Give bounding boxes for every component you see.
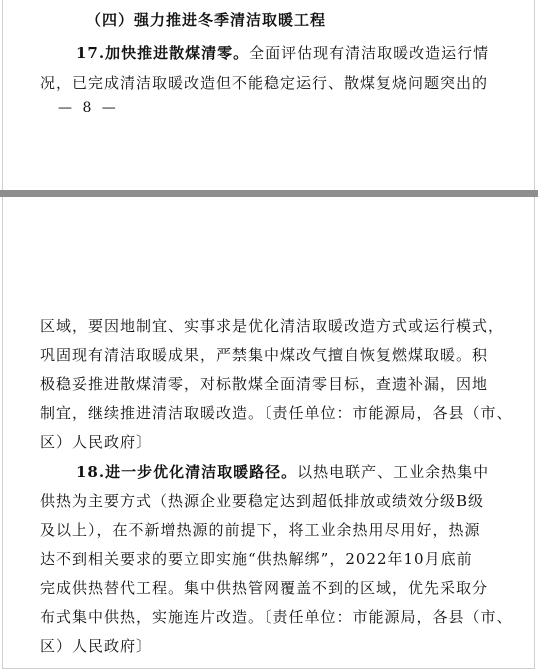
item-18-line-6: 布式集中供热，实施连片改造。〔责任单位：市能源局，各县（市、 bbox=[40, 608, 513, 626]
section-heading: （四）强力推进冬季清洁取暖工程 bbox=[86, 11, 327, 29]
item-18-first-line bbox=[76, 463, 489, 481]
item-18-line-2: 供热为主要方式（热源企业要稳定达到超低排放或绩效分级B级 bbox=[40, 492, 485, 510]
page-break-divider bbox=[0, 190, 538, 197]
item-17-text: 全面评估现有清洁取暖改造运行情 bbox=[249, 44, 490, 62]
item-18-line-7: 区）人民政府〕 bbox=[40, 637, 153, 655]
page-number: — 8 — bbox=[58, 100, 119, 116]
item-18-line-3: 及以上），在不新增热源的前提下，将工业余热用尽用好，热源 bbox=[40, 521, 481, 539]
item-17-cont-line-2: 巩固现有清洁取暖成果，严禁集中煤改气擅自恢复燃煤取暖。积 bbox=[40, 346, 489, 364]
item-17-cont-line-1: 区域，要因地制宜、实事求是优化清洁取暖改造方式或运行模式， bbox=[40, 317, 505, 335]
item-17-cont-line-5: 区）人民政府〕 bbox=[40, 433, 153, 451]
item-17-title: 17.加快推进散煤清零。 bbox=[76, 44, 250, 62]
item-17-cont-line-4: 制宜，继续推进清洁取暖改造。〔责任单位：市能源局，各县（市、 bbox=[40, 404, 513, 422]
item-18-line-5: 完成供热替代工程。集中供热管网覆盖不到的区域，优先采取分 bbox=[40, 579, 489, 597]
item-17-first-line bbox=[76, 44, 489, 62]
item-18-text: 以热电联产、工业余热集中 bbox=[297, 463, 490, 481]
item-17-line-2: 况，已完成清洁取暖改造但不能稳定运行、散煤复烧问题突出的 bbox=[40, 74, 489, 92]
item-17-cont-line-3: 极稳妥推进散煤清零，对标散煤全面清零目标，查遗补漏，因地 bbox=[40, 375, 489, 393]
item-18-line-4: 达不到相关要求的要立即实施“供热解绑”，2022年10月底前 bbox=[40, 550, 473, 568]
item-18-title: 18.进一步优化清洁取暖路径。 bbox=[76, 463, 298, 481]
